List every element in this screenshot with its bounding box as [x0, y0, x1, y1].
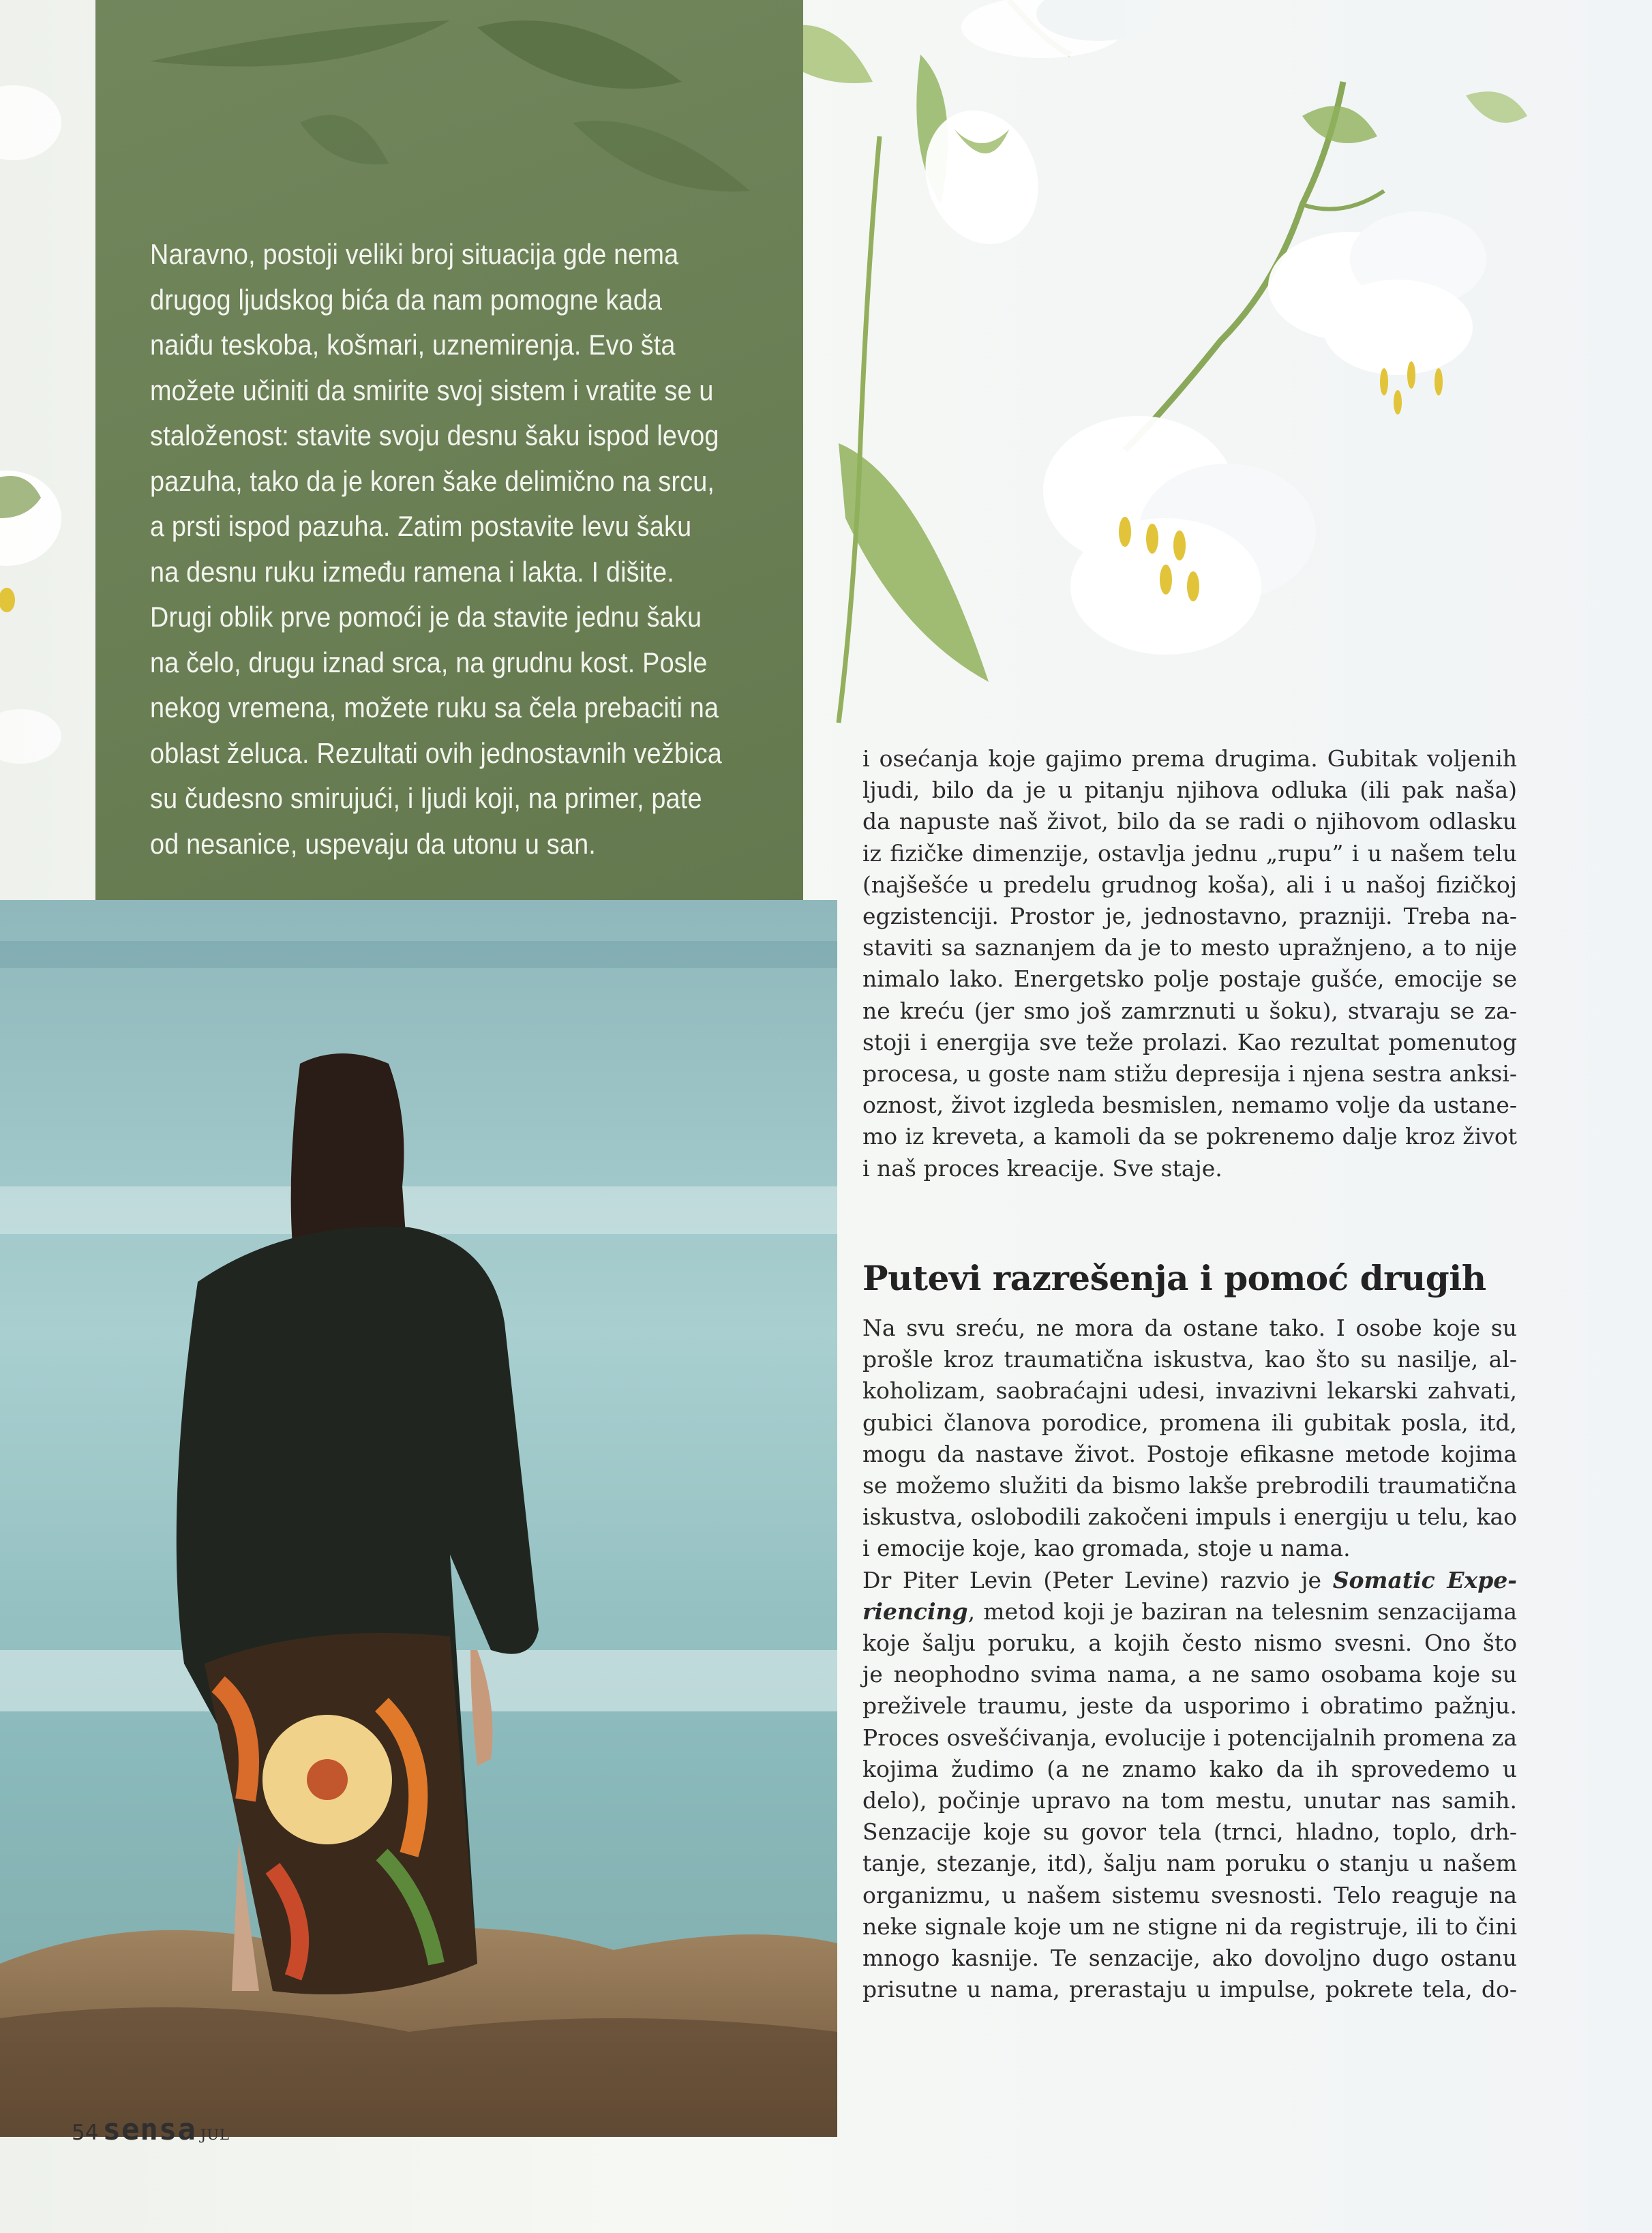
sidebar-line: možete učiniti da smirite svoj sistem i vratite se u [150, 374, 714, 406]
article-line: koje šalju poruku, a kojih često nismo svesni. Ono što [862, 1630, 1517, 1657]
article-line: koholizam, saobraćajni udesi, invazivni lekarski zahvati, [862, 1377, 1517, 1405]
page-number: 54 [72, 2120, 99, 2145]
article-line: iskustva, oslobodili zakočeni impuls i energiju u telu, kao [862, 1503, 1517, 1531]
article-line: da napuste naš život, bilo da se radi o njihovom odlasku [862, 808, 1517, 835]
beach-woman-photo [0, 900, 837, 2137]
sidebar-line: a prsti ispod pazuha. Zatim postavite levu šaku [150, 510, 692, 542]
article-line: staviti sa saznanjem da je to mesto upražnjeno, a to nije [862, 934, 1517, 961]
sidebar-line: na čelo, drugu iznad srca, na grudnu kost. Posle [150, 646, 708, 678]
sidebar-line: Naravno, postoji veliki broj situacija gde nema [150, 238, 679, 270]
article-line: preživele traumu, jeste da usporimo i obratimo pažnju. [862, 1692, 1517, 1720]
sidebar-line: oblast želuca. Rezultati ovih jednostavnih vežbica [150, 736, 722, 769]
article-line [862, 1596, 1517, 1628]
article-line: i osećanja koje gajimo prema drugima. Gubitak voljenih [862, 745, 1517, 772]
article-line: Senzacije koje su govor tela (trnci, hladno, toplo, drh- [862, 1818, 1517, 1846]
magazine-logo: sensa [102, 2112, 196, 2147]
section-heading: Putevi razrešenja i pomoć drugih [862, 1258, 1486, 1298]
issue-month: JUL [200, 2127, 230, 2143]
sidebar-line: pazuha, tako da je koren šake delimično na srcu, [150, 464, 715, 497]
article-line: neke signale koje um ne stigne ni da registruje, ili to čini [862, 1913, 1517, 1940]
article-line: ne kreću (jer smo još zamrznuti u šoku), stvaraju se za- [862, 997, 1517, 1024]
sidebar-line: drugog ljudskog bića da nam pomogne kada [150, 283, 663, 316]
article-column [862, 743, 1517, 1184]
leaf-illustration [95, 0, 803, 225]
sidebar-line: Drugi oblik prve pomoći je da stavite jednu šaku [150, 601, 702, 633]
article-line: stoji i energija sve teže prolazi. Kao rezultat pomenutog [862, 1028, 1517, 1055]
article-line: mogu da nastave život. Postoje efikasne metode kojima [862, 1440, 1517, 1467]
page-footer [72, 2112, 230, 2147]
article-line: ljudi, bilo da je u pitanju njihova odluka (ili pak naša) [862, 777, 1517, 804]
article-line: nimalo lako. Energetsko polje postaje gušće, emocije se [862, 965, 1517, 993]
article-line: kojima žudimo (a ne znamo kako da ih sprovedemo u [862, 1755, 1517, 1782]
article-line: (najšešće u predelu grudnog koša), ali i u našoj fizičkoj [862, 871, 1517, 898]
article-line: i naš proces kreacije. Sve staje. [862, 1154, 1222, 1182]
article-line: iz fizičke dimenzije, ostavlja jednu „rupu” i u našem telu [862, 839, 1517, 867]
article-line: Na svu sreću, ne mora da ostane tako. I osobe koje su [862, 1315, 1517, 1341]
article-column-2 [862, 1313, 1517, 2005]
article-line: egzistenciji. Prostor je, jednostavno, prazniji. Treba na- [862, 903, 1517, 930]
article-line: delo), počinje upravo na tom mestu, unutar nas samih. [862, 1787, 1517, 1814]
article-line: je neophodno svima nama, a ne samo osobama koje su [862, 1661, 1517, 1688]
article-line: prisutne u nama, prerastaju u impulse, pokrete tela, do- [862, 1976, 1517, 2003]
article-text: , metod koji je baziran na telesnim senzacijama [967, 1598, 1517, 1625]
article-line: Proces osvešćivanja, evolucije i potencijalnih promena za [862, 1724, 1517, 1751]
sidebar-line: nekog vremena, možete ruku sa čela prebaciti na [150, 691, 719, 723]
sidebar-line: na desnu ruku između ramena i lakta. I dišite. [150, 555, 674, 588]
article-line: oznost, život izgleda besmislen, nemamo volje da ustane- [862, 1092, 1517, 1119]
article-line: organizmu, u našem sistemu svesnosti. Telo reaguje na [862, 1881, 1517, 1908]
article-line: mo iz kreveta, a kamoli da se pokrenemo dalje kroz život [862, 1123, 1517, 1150]
article-line: prošle kroz traumatična iskustva, kao što su nasilje, al- [862, 1346, 1517, 1373]
sidebar-line: su čudesno smirujući, i ljudi koji, na primer, pate [150, 782, 702, 814]
emphasis-term: riencing [862, 1598, 968, 1625]
article-line: i emocije koje, kao gromada, stoje u nama. [862, 1535, 1351, 1562]
sidebar-text [150, 232, 722, 867]
emphasis-term: Somatic Expe- [1332, 1566, 1517, 1593]
jasmine-flower-illustration [784, 0, 1652, 750]
article-line: tanje, stezanje, itd), šalju nam poruku o stanju u našem [862, 1850, 1517, 1877]
article-line [862, 1565, 1517, 1596]
sidebar-line: od nesanice, uspevaju da utonu u san. [150, 827, 596, 860]
article-line: gubici članova porodice, promena ili gubitak posla, itd, [862, 1409, 1517, 1436]
sidebar-line: staloženost: stavite svoju desnu šaku ispod levog [150, 419, 719, 451]
article-line: mnogo kasnije. Te senzacije, ako dovoljno dugo ostanu [862, 1945, 1517, 1972]
article-text: Dr Piter Levin (Peter Levine) razvio je [862, 1566, 1333, 1593]
article-line: se možemo služiti da bismo lakše prebrodili traumatična [862, 1472, 1517, 1499]
sidebar-line: naiđu teskoba, košmari, uznemirenja. Evo šta [150, 329, 676, 361]
left-flower-illustration [0, 0, 95, 886]
article-line: procesa, u goste nam stižu depresija i njena sestra anksi- [862, 1060, 1517, 1088]
